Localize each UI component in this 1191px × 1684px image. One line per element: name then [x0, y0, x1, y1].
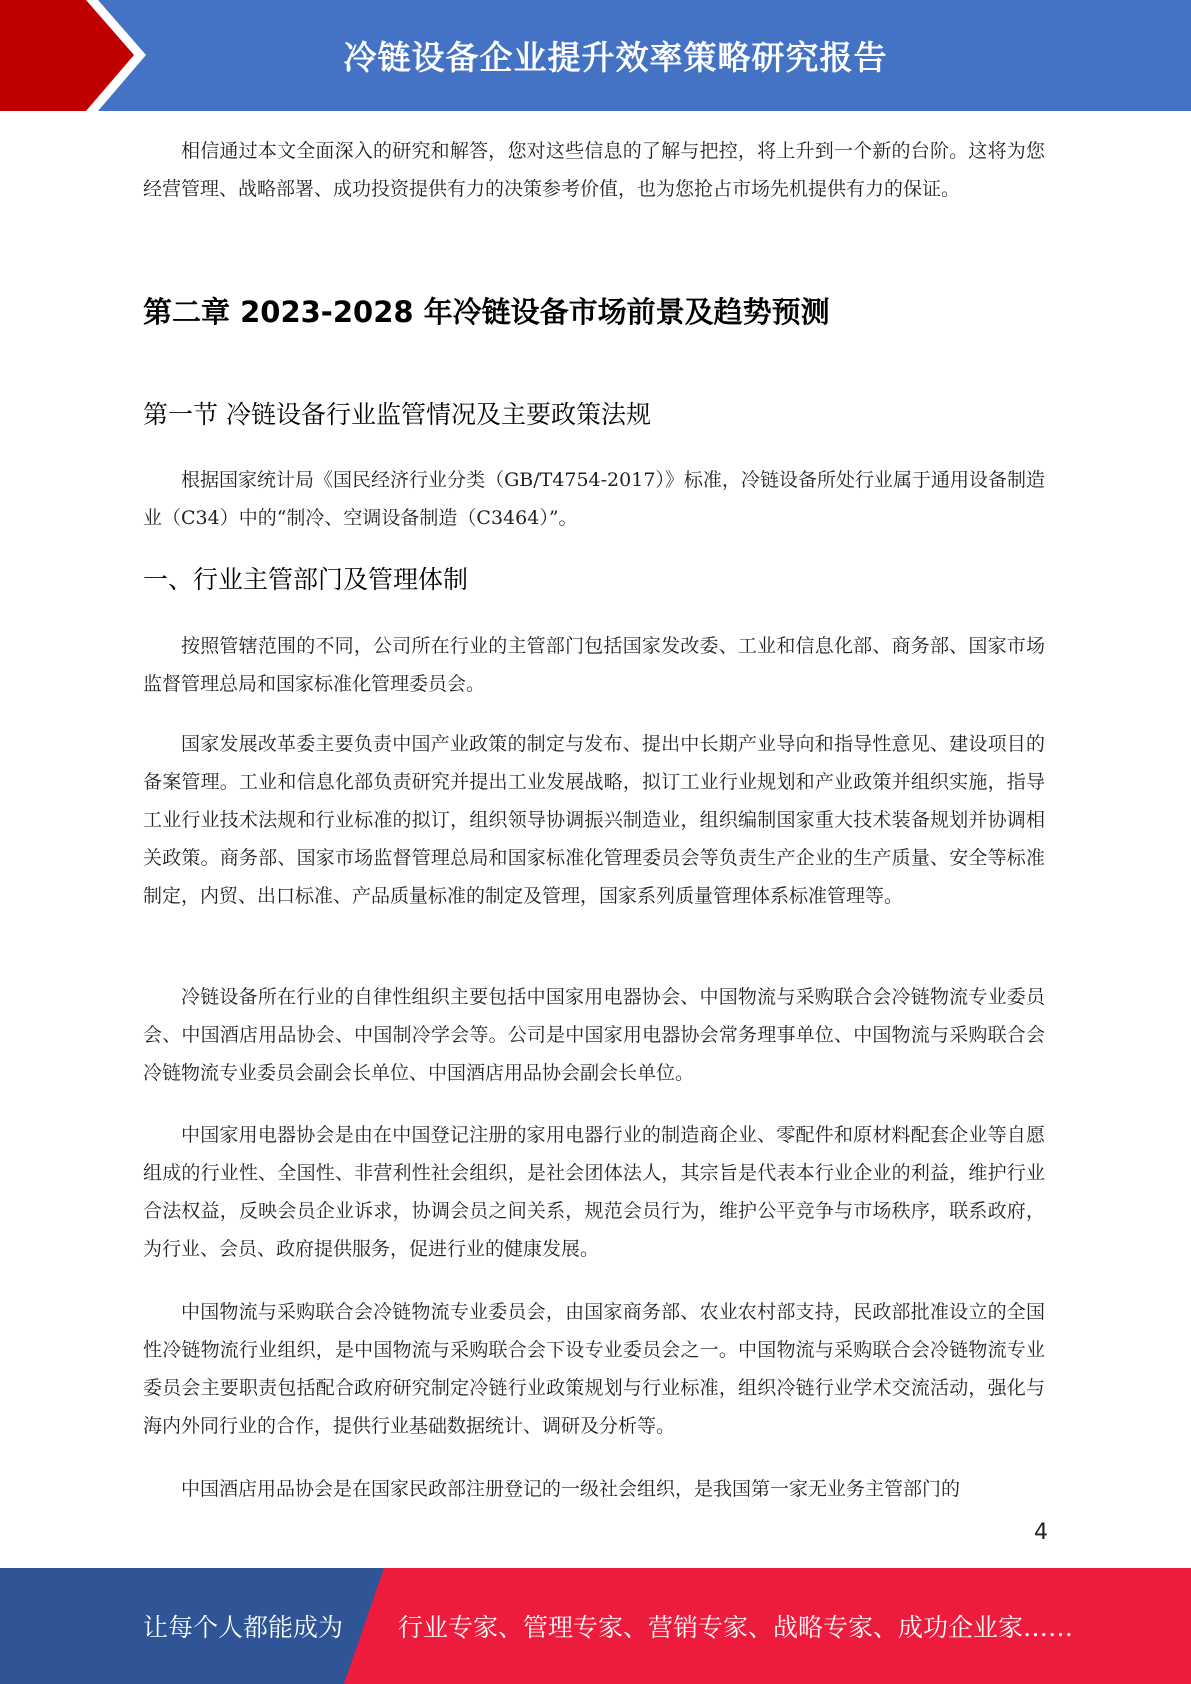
- intro-paragraph: 相信通过本文全面深入的研究和解答，您对这些信息的了解与把控，将上升到一个新的台阶。这将为您经营管理、战略部署、成功投资提供有力的决策参考价值，也为您抢占市场先机提供有力的保证。: [143, 140, 1045, 200]
- header-banner: [0, 0, 1191, 111]
- body-paragraph: 中国物流与采购联合会冷链物流专业委员会，由国家商务部、农业农村部支持，民政部批准设立的全国性冷链物流行业组织，是中国物流与采购联合会下设专业委员会之一。中国物流与采购联合会冷链物流专业委员会主要职责包括配合政府研究制定冷链行业政策规划与行业标准，组织冷链行业学术交流活动，强化与海内外同行业的合作，提供行业基础数据统计、调研及分析等。: [143, 1301, 1045, 1437]
- subsection-title: 一、行业主管部门及管理体制: [143, 565, 469, 594]
- report-title: 冷链设备企业提升效率策略研究报告: [343, 38, 888, 77]
- body-paragraph: 中国酒店用品协会是在国家民政部注册登记的一级社会组织，是我国第一家无业务主管部门的: [181, 1478, 961, 1500]
- body-paragraph-6-block: [143, 1470, 1045, 1508]
- body-paragraph-4-block: [143, 1116, 1045, 1268]
- body-paragraph-3-block: [143, 978, 1045, 1092]
- body-paragraph: 国家发展改革委主要负责中国产业政策的制定与发布、提出中长期产业导向和指导性意见、建设项目的备案管理。工业和信息化部负责研究并提出工业发展战略，拟订工业行业规划和产业政策并组织实施，指导工业行业技术法规和行业标准的拟订，组织领导协调振兴制造业，组织编制国家重大技术装备规划并协调相关政策。商务部、国家市场监督管理总局和国家标准化管理委员会等负责生产企业的生产质量、安全等标准制定，内贸、出口标准、产品质量标准的制定及管理，国家系列质量管理体系标准管理等。: [143, 733, 1045, 907]
- chapter-title: 第二章 2023-2028 年冷链设备市场前景及趋势预测: [143, 295, 830, 329]
- page-number: 4: [1034, 1520, 1048, 1545]
- section-paragraph-block: [143, 461, 1045, 537]
- body-paragraph-2-block: [143, 725, 1045, 915]
- body-paragraph-5-block: [143, 1293, 1045, 1445]
- section-paragraph: 根据国家统计局《国民经济行业分类（GB/T4754-2017）》标准，冷链设备所处行业属于通用设备制造业（C34）中的“制冷、空调设备制造（C3464）”。: [143, 469, 1045, 529]
- body-paragraph: 中国家用电器协会是由在中国登记注册的家用电器行业的制造商企业、零配件和原材料配套企业等自愿组成的行业性、全国性、非营利性社会组织，是社会团体法人，其宗旨是代表本行业企业的利益，维护行业合法权益，反映会员企业诉求，协调会员之间关系，规范会员行为，维护公平竞争与市场秩序，联系政府，为行业、会员、政府提供服务，促进行业的健康发展。: [143, 1124, 1045, 1260]
- intro-paragraph-block: [143, 132, 1045, 208]
- body-paragraph: 冷链设备所在行业的自律性组织主要包括中国家用电器协会、中国物流与采购联合会冷链物流专业委员会、中国酒店用品协会、中国制冷学会等。公司是中国家用电器协会常务理事单位、中国物流与采购联合会冷链物流专业委员会副会长单位、中国酒店用品协会副会长单位。: [143, 986, 1045, 1084]
- header-chevron-decoration: [0, 0, 160, 111]
- footer-banner: [0, 1568, 1191, 1684]
- footer-slogan-right: 行业专家、管理专家、营销专家、战略专家、成功企业家……: [398, 1613, 1074, 1642]
- section-title: 第一节 冷链设备行业监管情况及主要政策法规: [143, 400, 651, 429]
- body-paragraph-1-block: [143, 627, 1045, 703]
- body-paragraph: 按照管辖范围的不同，公司所在行业的主管部门包括国家发改委、工业和信息化部、商务部、国家市场监督管理总局和国家标准化管理委员会。: [143, 635, 1045, 695]
- footer-slogan-left: 让每个人都能成为: [143, 1613, 344, 1642]
